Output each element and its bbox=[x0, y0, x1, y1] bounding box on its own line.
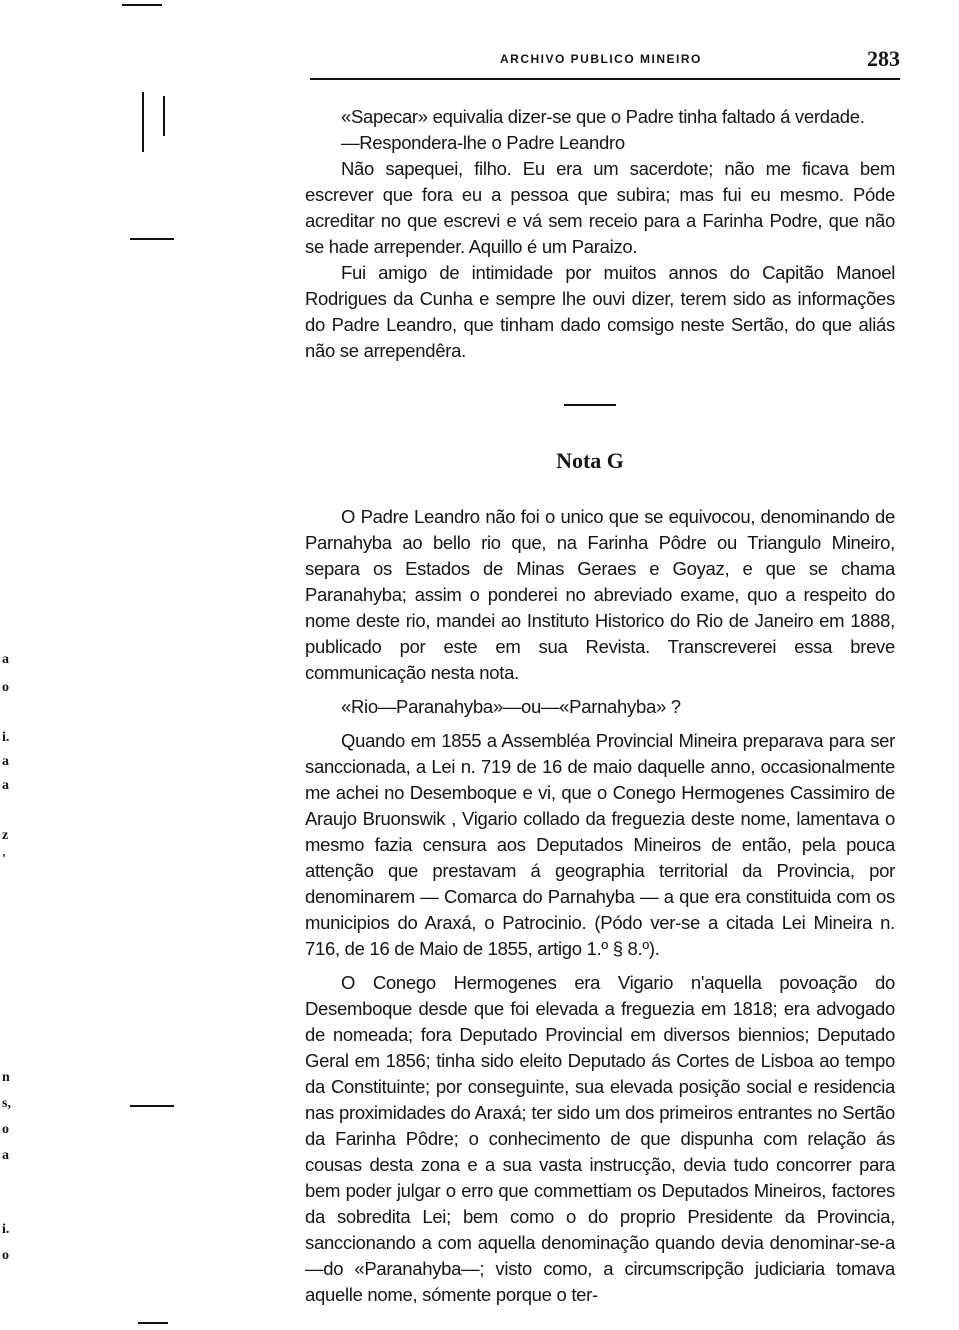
margin-rule bbox=[130, 1105, 174, 1107]
margin-fragment: i. bbox=[2, 1222, 10, 1237]
margin-tick bbox=[163, 96, 165, 136]
paragraph: Quando em 1855 a Assembléa Provincial Mineira preparava para ser sanccionada, a Lei n. 719 de 16 de maio daquelle anno, occasionalmente me achei no Desemboque e vi, que o Conego Hermogenes Cassimiro de Araujo Bruonswik , Vigario collado da freguezia deste nome, lamentava o mesmo fazia censura aos Deputados Mineiros de então, pela pouca attenção que prestavam á geographia territorial da Provincia, por denominarem — Comarca do Parnahyba — a que era constituida com os municipios do Araxá, o Patrocinio. (Pódo ver-se a citada Lei Mineira n. 716, de 16 de Maio de 1855, artigo 1.º § 8.º). bbox=[305, 730, 895, 959]
margin-rule bbox=[138, 1322, 168, 1324]
paragraph: O Conego Hermogenes era Vigario n'aquella povoação do Desemboque desde que foi elevada a freguezia em 1818; era advogado de nomeada; fora Deputado Provincial em diversos biennios; Deputado Geral em 1856; tinha sido eleito Deputado ás Cortes de Lisboa ao tempo da Constituinte; por conseguinte, sua elevada posição social e residencia nas proximidades do Araxá; ter sido um dos primeiros entrantes no Sertão da Farinha Pôdre; o conhecimento de que dispunha com relação ás cousas desta zona e a sua vasta instrucção, devia tudo concorrer para bem poder julgar o erro que commettiam os Deputados Mineiros, factores da sobredita Lei; bem como o do proprio Presidente da Provincia, sanccionando a com aquella denominação quando devia denominar-se-a—do «Paranahyba—; visto como, a circumscripção judiciaria tomava aquelle nome, sómente porque o ter- bbox=[305, 972, 895, 1305]
paragraph: —Respondera-lhe o Padre Leandro bbox=[341, 132, 625, 153]
paragraph: «Rio—Paranahyba»—ou—«Parnahyba» ? bbox=[341, 696, 681, 717]
margin-rule bbox=[122, 4, 162, 6]
margin-fragment: a bbox=[2, 652, 9, 667]
paragraph: O Padre Leandro não foi o unico que se equivocou, denominando de Parnahyba ao bello rio que, na Farinha Pôdre ou Triangulo Mineiro, separa os Estados de Minas Geraes e Goyaz, e que se chama Paranahyba; assim o ponderei no abreviado exame, quo a respeito do nome deste rio, mandei ao Instituto Historico do Rio de Janeiro em 1888, publicado por este em sua Revista. Transcreverei essa breve communicação nesta nota. bbox=[305, 506, 895, 683]
margin-rule bbox=[130, 238, 174, 240]
continuation-text bbox=[305, 104, 895, 364]
margin-tick bbox=[142, 92, 144, 152]
margin-fragment: ' bbox=[2, 852, 6, 867]
section-heading: Nota G bbox=[556, 448, 624, 473]
margin-fragment: o bbox=[2, 1122, 9, 1137]
running-head bbox=[310, 46, 900, 76]
margin-fragment: o bbox=[2, 1248, 9, 1263]
paragraph: Não sapequei, filho. Eu era um sacerdote; não me ficava bem escrever que fora eu a pessoa que subira; mas fui eu mesmo. Póde acreditar no que escrevi e vá sem receio para a Farinha Podre, que não se hade arrepender. Aquillo é um Paraizo. bbox=[305, 158, 895, 257]
paragraph: «Sapecar» equivalia dizer-se que o Padre tinha faltado á verdade. bbox=[341, 106, 865, 127]
margin-fragment: a bbox=[2, 778, 9, 793]
margin-fragment: a bbox=[2, 1148, 9, 1163]
running-title: ARCHIVO PUBLICO MINEIRO bbox=[500, 52, 702, 66]
section-divider bbox=[564, 404, 616, 406]
margin-fragment: z bbox=[2, 828, 9, 843]
nota-g-text bbox=[305, 504, 895, 1308]
page-number: 283 bbox=[867, 46, 900, 71]
margin-fragment: i. bbox=[2, 730, 10, 745]
paragraph: Fui amigo de intimidade por muitos annos do Capitão Manoel Rodrigues da Cunha e sempre lhe ouvi dizer, terem sido as informações do Padre Leandro, que tinham dado comsigo neste Sertão, do que aliás não se arrependêra. bbox=[305, 262, 895, 361]
margin-fragment: s, bbox=[2, 1096, 11, 1111]
margin-fragment: n bbox=[2, 1070, 10, 1085]
header-rule bbox=[310, 78, 900, 80]
margin-fragment: a bbox=[2, 754, 9, 769]
margin-fragment: o bbox=[2, 680, 9, 695]
